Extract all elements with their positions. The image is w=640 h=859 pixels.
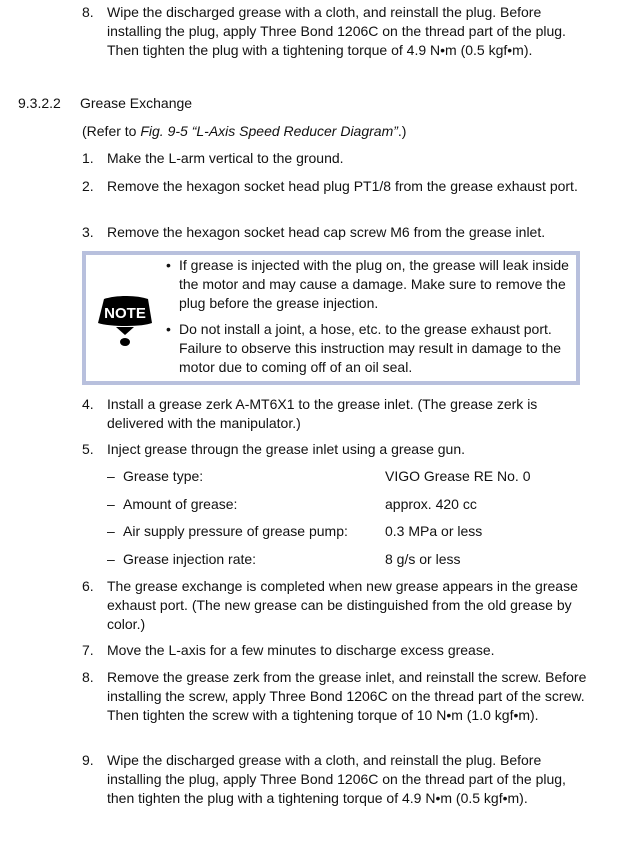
step-text: Move the L-axis for a few minutes to discharge excess grease. bbox=[107, 642, 495, 658]
spec-value: 0.3 MPa or less bbox=[385, 523, 483, 539]
step-number: 8. bbox=[82, 669, 94, 685]
step-text: Install a grease zerk A-MT6X1 to the grease inlet. (The grease zerk is delivered with the manipulator.) bbox=[107, 396, 538, 431]
section-number: 9.3.2.2 bbox=[18, 95, 61, 111]
step-7 bbox=[82, 641, 592, 660]
step-number: 6. bbox=[82, 578, 94, 594]
step-6 bbox=[82, 577, 592, 634]
reference-prefix: (Refer to bbox=[82, 123, 141, 139]
step-5 bbox=[82, 440, 592, 459]
step-text: Remove the hexagon socket head cap screw M6 from the grease inlet. bbox=[107, 224, 546, 240]
note-icon bbox=[94, 293, 156, 349]
step-number: 1. bbox=[82, 150, 94, 166]
step-1 bbox=[82, 149, 592, 168]
step-text: Inject grease througn the grease inlet using a grease gun. bbox=[107, 441, 466, 457]
step-text: Wipe the discharged grease with a cloth, and reinstall the plug. Before installing the plug, apply Three Bond 1206C on the thread part of the plug. Then tighten the plug with a tightening torque of 4.9 N•m (0.5 kgf•m). bbox=[107, 4, 566, 58]
spec-label: Air supply pressure of grease pump: bbox=[123, 523, 348, 539]
spec-row: – Grease injection rate: 8 g/s or less bbox=[107, 551, 461, 567]
spec-label: Grease injection rate: bbox=[123, 551, 257, 567]
step-number: 4. bbox=[82, 396, 94, 412]
step-number: 2. bbox=[82, 178, 94, 194]
step-4 bbox=[82, 395, 592, 433]
spec-value: approx. 420 cc bbox=[385, 496, 477, 512]
spec-value: 8 g/s or less bbox=[385, 551, 461, 567]
figure-reference bbox=[82, 122, 406, 141]
step-8 bbox=[82, 668, 592, 725]
spec-row: – Grease type: VIGO Grease RE No. 0 bbox=[107, 468, 531, 484]
note-bullet-text: Do not install a joint, a hose, etc. to the grease exhaust port. Failure to observe this instruction may result in damage to the motor due to coming off of an oil seal. bbox=[179, 321, 562, 375]
step-number: 9. bbox=[82, 752, 94, 768]
step-number: 8. bbox=[82, 4, 94, 20]
note-content bbox=[86, 255, 576, 381]
section-heading bbox=[18, 94, 192, 113]
reference-link[interactable]: Fig. 9-5 “L-Axis Speed Reducer Diagram” bbox=[140, 123, 398, 139]
step-number: 5. bbox=[82, 441, 94, 457]
section-title: Grease Exchange bbox=[80, 95, 193, 111]
step-2 bbox=[82, 177, 592, 196]
note-icon-label: NOTE bbox=[104, 305, 146, 322]
step-text: The grease exchange is completed when new grease appears in the grease exhaust port. (The new grease can be distinguished from the old grease by color.) bbox=[107, 578, 578, 632]
spec-value: VIGO Grease RE No. 0 bbox=[385, 468, 531, 484]
step-text: Make the L-arm vertical to the ground. bbox=[107, 150, 344, 166]
note-bullet bbox=[166, 320, 576, 377]
note-box bbox=[82, 251, 580, 385]
spec-label: Grease type: bbox=[123, 468, 204, 484]
step-text: Remove the hexagon socket head plug PT1/8 from the grease exhaust port. bbox=[107, 178, 578, 194]
spec-row: – Amount of grease: approx. 420 cc bbox=[107, 496, 477, 512]
step-text: Wipe the discharged grease with a cloth, and reinstall the plug. Before installing the plug, apply Three Bond 1206C on the thread part of the plug, then tighten the plug with a tightening torque of 4.9 N•m (0.5 kgf•m). bbox=[107, 752, 566, 806]
spec-row: – Air supply pressure of grease pump: 0.3 MPa or less bbox=[107, 523, 483, 539]
step-8-top bbox=[82, 3, 592, 60]
note-bullet-text: If grease is injected with the plug on, the grease will leak inside the motor and may cause a damage. Make sure to remove the plug before the grease injection. bbox=[179, 257, 569, 311]
step-number: 3. bbox=[82, 224, 94, 240]
bullet-dot-icon: • bbox=[166, 257, 171, 273]
bullet-dot-icon: • bbox=[166, 321, 171, 337]
step-text: Remove the grease zerk from the grease inlet, and reinstall the screw. Before installing the screw, apply Three Bond 1206C on the thread part of the screw. Then tighten the screw with a tightening torque of 10 N•m (1.0 kgf•m). bbox=[107, 669, 587, 723]
step-3 bbox=[82, 223, 592, 242]
step-9 bbox=[82, 751, 592, 808]
reference-suffix: .) bbox=[397, 123, 407, 139]
note-bullet bbox=[166, 256, 576, 313]
spec-label: Amount of grease: bbox=[123, 496, 238, 512]
step-number: 7. bbox=[82, 642, 94, 658]
